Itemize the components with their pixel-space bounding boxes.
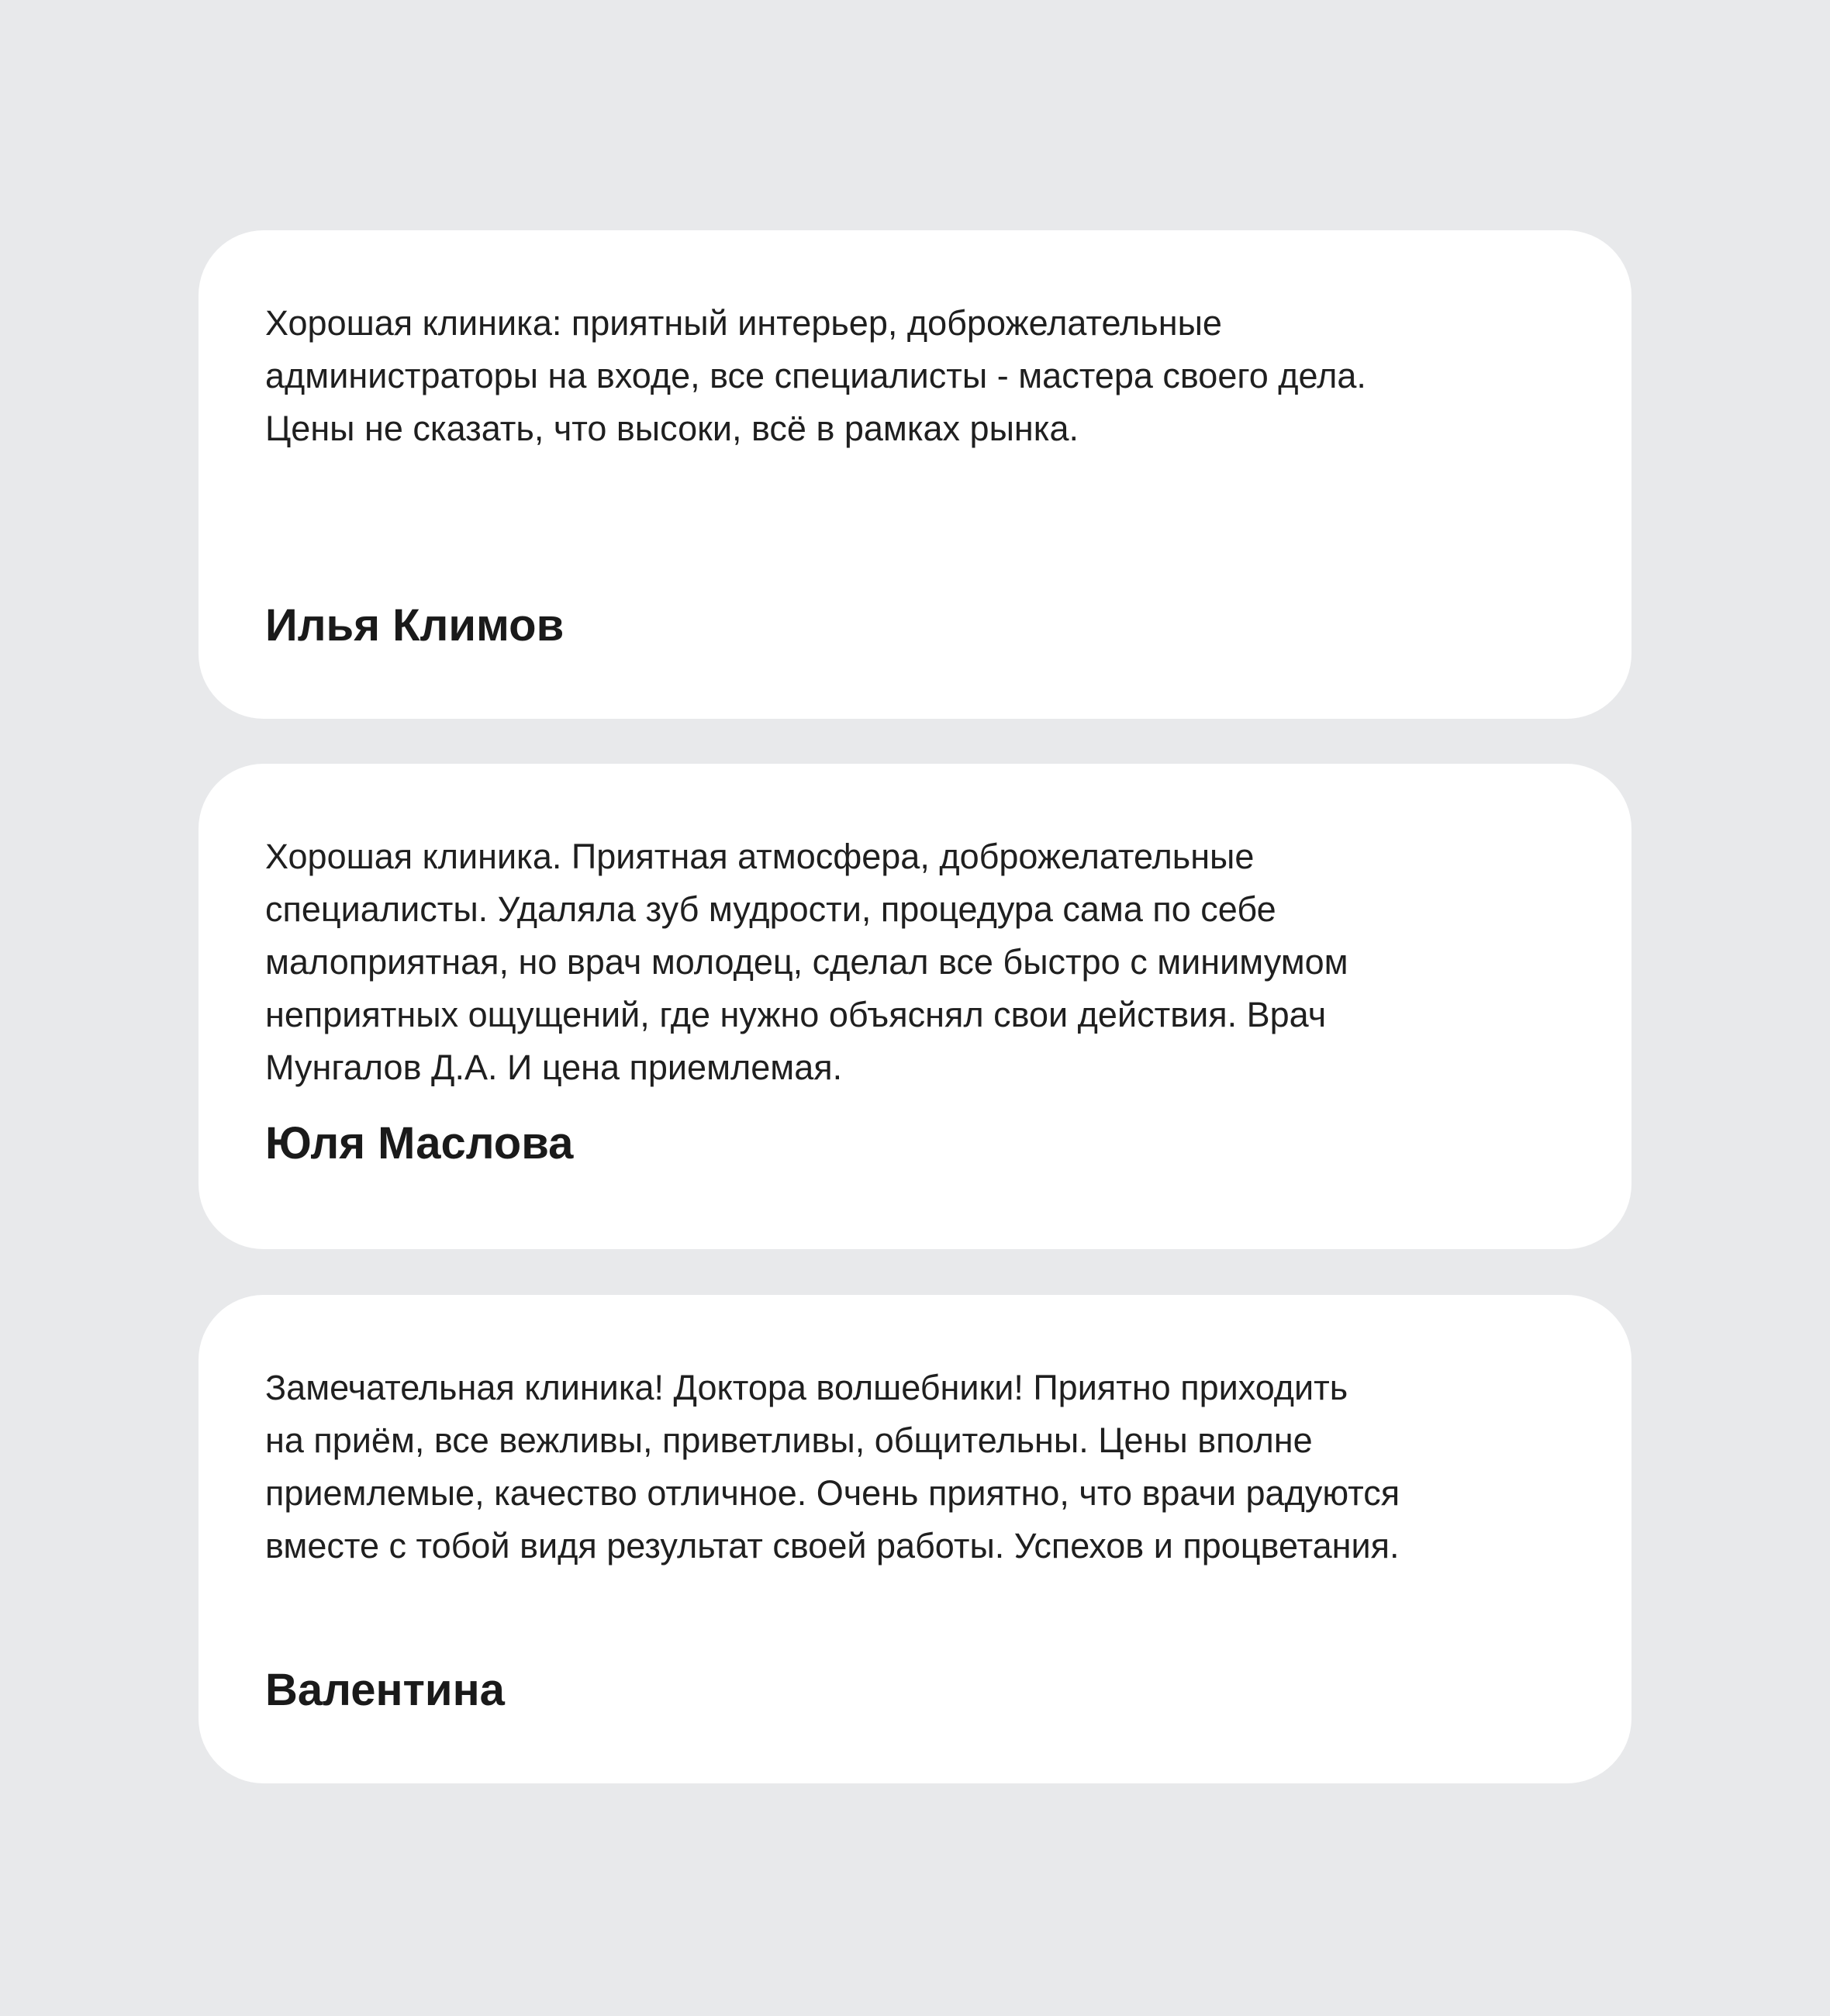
review-text: Хорошая клиника. Приятная атмосфера, доброжелательные специалисты. Удаляла зуб мудрости, процедура сама по себе малоприятная, но врач молодец, сделал все быстро с минимумом неприятных ощущений, где нужно объяснял свои действия. Врач Мунгалов Д.А. И цена приемлемая. <box>265 837 1348 1087</box>
review-author: Валентина <box>265 1665 505 1715</box>
review-card <box>199 764 1631 1249</box>
review-card <box>199 230 1631 719</box>
review-card <box>199 1295 1631 1783</box>
review-text: Замечательная клиника! Доктора волшебники! Приятно приходить на приём, все вежливы, приветливы, общительны. Цены вполне приемлемые, качество отличное. Очень приятно, что врачи радуются вместе с тобой видя результат своей работы. Успехов и процветания. <box>265 1368 1400 1566</box>
review-author: Илья Климов <box>265 600 565 651</box>
review-author: Юля Маслова <box>265 1118 574 1169</box>
review-text: Хорошая клиника: приятный интерьер, доброжелательные администраторы на входе, все специалисты - мастера своего дела. Цены не сказать, что высоки, всё в рамках рынка. <box>265 303 1366 448</box>
